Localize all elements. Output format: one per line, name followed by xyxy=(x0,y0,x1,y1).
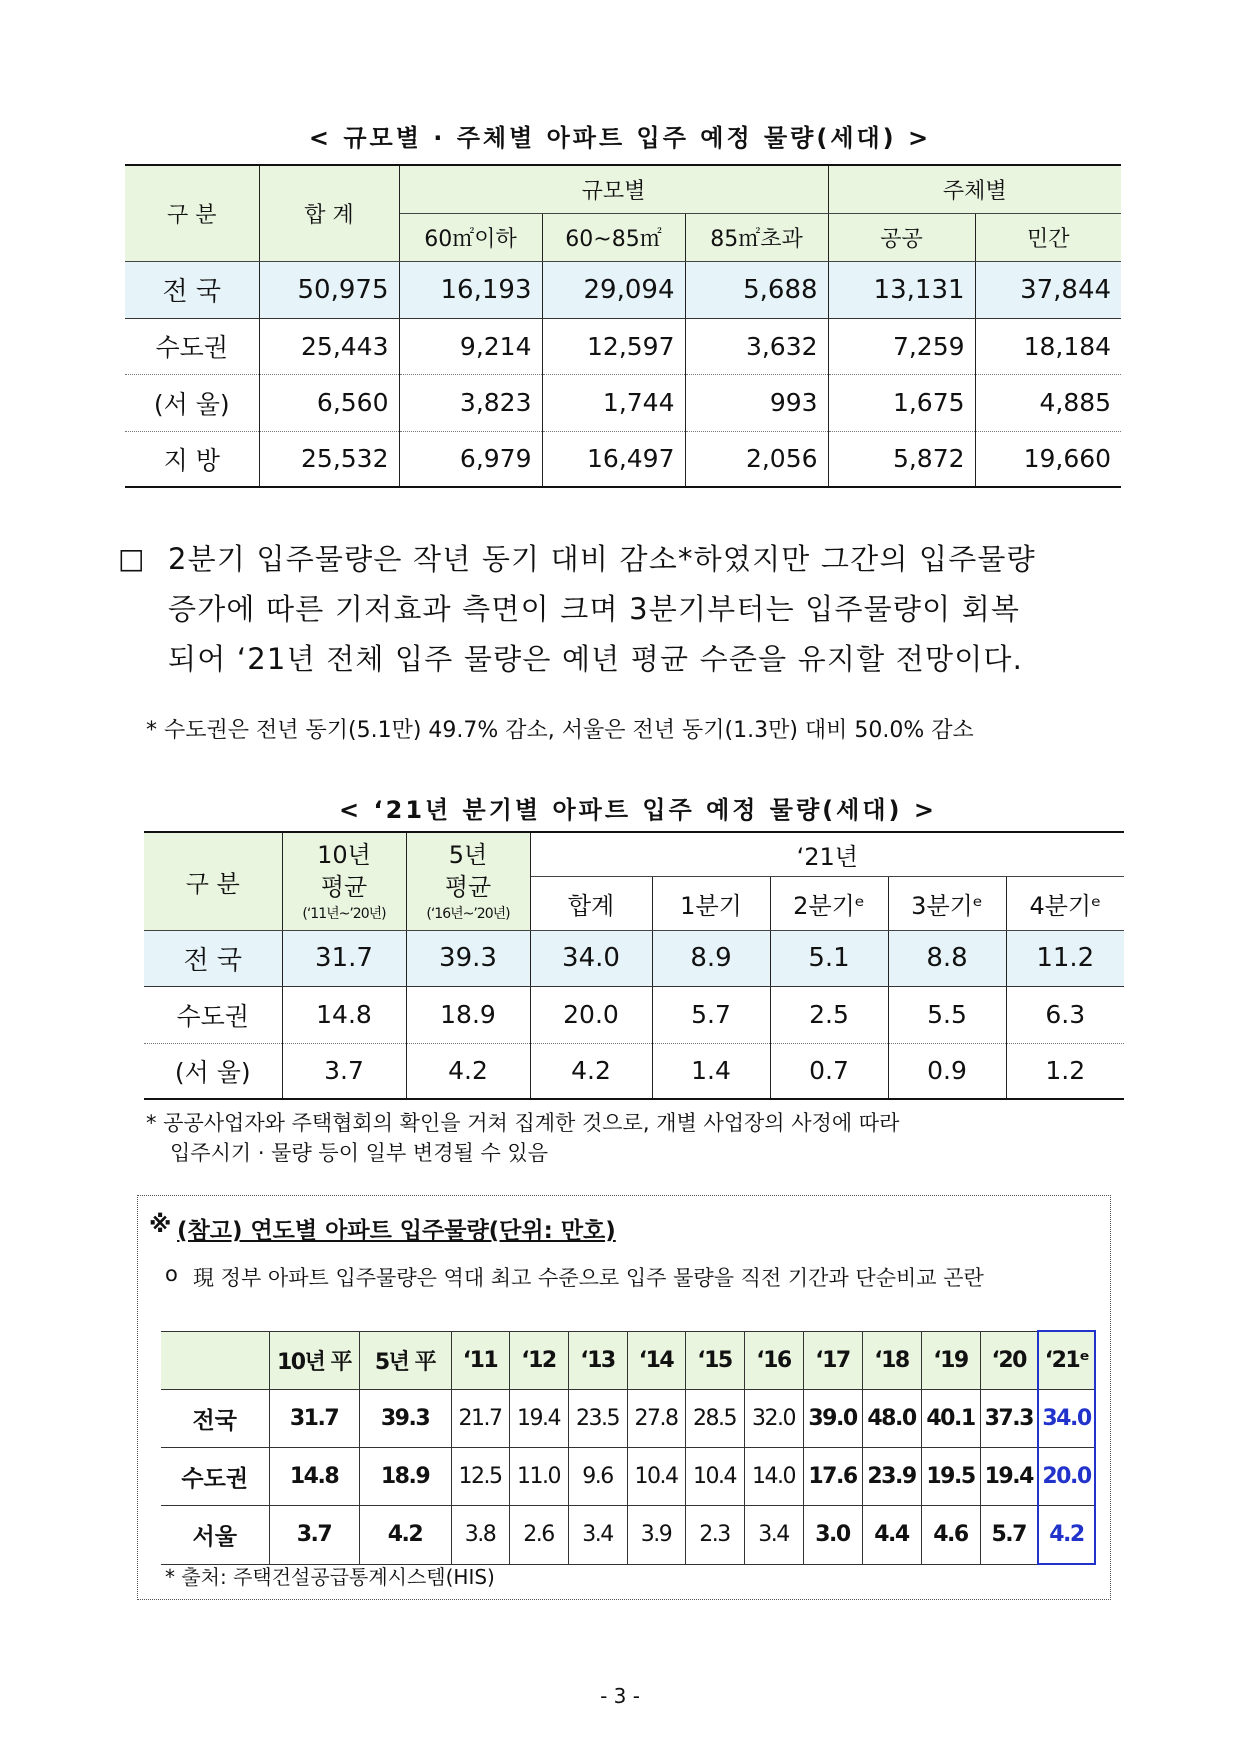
cell: 5.7 xyxy=(652,986,770,1043)
cell: 4.2 xyxy=(1038,1506,1095,1565)
cell: 5.5 xyxy=(888,986,1006,1043)
header-sub: 1분기 xyxy=(652,876,770,930)
checkbox-icon: □ xyxy=(118,542,146,575)
paragraph-footnote: * 수도권은 전년 동기(5.1만) 49.7% 감소, 서울은 전년 동기(1.3만) 대비 50.0% 감소 xyxy=(146,718,974,743)
cell: 37,844 xyxy=(975,261,1121,318)
cell: 19.4 xyxy=(509,1390,568,1448)
cell: 39.3 xyxy=(406,930,530,986)
row-label: 전 국 xyxy=(125,261,259,318)
cell: 3.4 xyxy=(568,1506,627,1565)
yearly-table xyxy=(161,1330,1096,1565)
row-label: 수도권 xyxy=(144,986,282,1043)
paragraph-line: 2분기 입주물량은 작년 동기 대비 감소*하였지만 그간의 입주물량 xyxy=(168,542,1036,576)
row-label: 수도권 xyxy=(161,1448,269,1506)
cell: 39.0 xyxy=(803,1390,862,1448)
cell: 31.7 xyxy=(269,1390,359,1448)
cell: 37.3 xyxy=(980,1390,1038,1448)
cell: 6,979 xyxy=(399,431,542,487)
page-number: - 3 - xyxy=(600,1684,640,1708)
cell: 25,532 xyxy=(259,431,399,487)
cell: 3.4 xyxy=(744,1506,803,1565)
cell: 7,259 xyxy=(828,318,975,374)
cell: 11.2 xyxy=(1006,930,1124,986)
cell: 10.4 xyxy=(685,1448,744,1506)
quarterly-table xyxy=(144,831,1124,1100)
cell: 34.0 xyxy=(1038,1390,1095,1448)
cell: 6.3 xyxy=(1006,986,1124,1043)
header-cell: ‘15 xyxy=(685,1331,744,1390)
cell: 40.1 xyxy=(921,1390,980,1448)
cell: 32.0 xyxy=(744,1390,803,1448)
cell: 8.9 xyxy=(652,930,770,986)
cell: 10.4 xyxy=(627,1448,685,1506)
cell: 3.7 xyxy=(269,1506,359,1565)
cell: 18.9 xyxy=(359,1448,451,1506)
cell: 993 xyxy=(685,374,828,431)
cell: 4.2 xyxy=(530,1043,652,1099)
reference-title: (참고) 연도별 아파트 입주물량(단위: 만호) xyxy=(177,1218,616,1244)
header-scale: 규모별 xyxy=(399,165,828,213)
header-cell: 10년 平 xyxy=(269,1331,359,1390)
reference-mark: ※ xyxy=(149,1212,172,1238)
table-row xyxy=(161,1448,1095,1506)
cell: 9.6 xyxy=(568,1448,627,1506)
table2-caption: < ‘21년 분기별 아파트 입주 예정 물량(세대) > xyxy=(339,796,937,824)
cell: 19.5 xyxy=(921,1448,980,1506)
cell: 11.0 xyxy=(509,1448,568,1506)
scale-entity-table xyxy=(125,164,1121,488)
cell: 8.8 xyxy=(888,930,1006,986)
cell: 16,497 xyxy=(542,431,685,487)
row-label: 전 국 xyxy=(144,930,282,986)
row-label: (서 울) xyxy=(144,1043,282,1099)
header-sub: 60㎡이하 xyxy=(399,213,542,261)
cell: 17.6 xyxy=(803,1448,862,1506)
header-cell: ‘18 xyxy=(862,1331,921,1390)
cell: 1,675 xyxy=(828,374,975,431)
row-label: 서울 xyxy=(161,1506,269,1565)
cell: 50,975 xyxy=(259,261,399,318)
header-sub: 3분기ᵉ xyxy=(888,876,1006,930)
header-category: 구 분 xyxy=(125,165,259,261)
table-row xyxy=(161,1506,1095,1565)
cell: 2.6 xyxy=(509,1506,568,1565)
header-sub: 합계 xyxy=(530,876,652,930)
cell: 2.3 xyxy=(685,1506,744,1565)
header-cell: ‘17 xyxy=(803,1331,862,1390)
paragraph-line: 되어 ‘21년 전체 입주 물량은 예년 평균 수준을 유지할 전망이다. xyxy=(168,642,1024,676)
cell: 5.1 xyxy=(770,930,888,986)
table-row xyxy=(125,318,1121,374)
source-note: * 출처: 주택건설공급통계시스템(HIS) xyxy=(165,1565,495,1589)
cell: 14.0 xyxy=(744,1448,803,1506)
cell: 28.5 xyxy=(685,1390,744,1448)
bullet-icon: o xyxy=(165,1262,178,1286)
header-sub: 85㎡초과 xyxy=(685,213,828,261)
header-cell: ‘14 xyxy=(627,1331,685,1390)
cell: 29,094 xyxy=(542,261,685,318)
cell: 18,184 xyxy=(975,318,1121,374)
cell: 1,744 xyxy=(542,374,685,431)
header-cell: ‘11 xyxy=(451,1331,509,1390)
table-row xyxy=(144,1043,1124,1099)
cell: 3.8 xyxy=(451,1506,509,1565)
cell: 1.2 xyxy=(1006,1043,1124,1099)
row-label: 전국 xyxy=(161,1390,269,1448)
cell: 31.7 xyxy=(282,930,406,986)
table2-footnote: * 공공사업자와 주택협회의 확인을 거쳐 집계한 것으로, 개별 사업장의 사정에 따라 입주시기 · 물량 등이 일부 변경될 수 있음 xyxy=(146,1111,900,1165)
cell: 23.9 xyxy=(862,1448,921,1506)
header-cell: ‘21ᵉ xyxy=(1038,1331,1095,1390)
cell: 4.6 xyxy=(921,1506,980,1565)
header-avg10: 10년 평균 (‘11년~’20년) xyxy=(282,832,406,930)
cell: 18.9 xyxy=(406,986,530,1043)
cell: 12,597 xyxy=(542,318,685,374)
header-sub: 60~85㎡ xyxy=(542,213,685,261)
header-cell xyxy=(161,1331,269,1390)
cell: 2,056 xyxy=(685,431,828,487)
table-row xyxy=(125,431,1121,487)
cell: 4,885 xyxy=(975,374,1121,431)
table-row xyxy=(144,986,1124,1043)
cell: 5,872 xyxy=(828,431,975,487)
cell: 25,443 xyxy=(259,318,399,374)
table-row xyxy=(125,261,1121,318)
cell: 14.8 xyxy=(269,1448,359,1506)
cell: 0.7 xyxy=(770,1043,888,1099)
header-cell: ‘13 xyxy=(568,1331,627,1390)
cell: 3.7 xyxy=(282,1043,406,1099)
cell: 34.0 xyxy=(530,930,652,986)
header-year: ‘21년 xyxy=(530,832,1124,876)
cell: 3,823 xyxy=(399,374,542,431)
cell: 39.3 xyxy=(359,1390,451,1448)
header-cell: ‘16 xyxy=(744,1331,803,1390)
header-cell: ‘19 xyxy=(921,1331,980,1390)
header-category: 구 분 xyxy=(144,832,282,930)
row-label: (서 울) xyxy=(125,374,259,431)
cell: 1.4 xyxy=(652,1043,770,1099)
cell: 6,560 xyxy=(259,374,399,431)
cell: 3,632 xyxy=(685,318,828,374)
cell: 3.0 xyxy=(803,1506,862,1565)
header-cell: 5년 平 xyxy=(359,1331,451,1390)
cell: 48.0 xyxy=(862,1390,921,1448)
header-total: 합 계 xyxy=(259,165,399,261)
cell: 4.4 xyxy=(862,1506,921,1565)
paragraph-line: 증가에 따른 기저효과 측면이 크며 3분기부터는 입주물량이 회복 xyxy=(168,592,1021,626)
row-label: 수도권 xyxy=(125,318,259,374)
cell: 5,688 xyxy=(685,261,828,318)
header-sub: 2분기ᵉ xyxy=(770,876,888,930)
cell: 4.2 xyxy=(359,1506,451,1565)
cell: 16,193 xyxy=(399,261,542,318)
cell: 9,214 xyxy=(399,318,542,374)
table-row xyxy=(144,930,1124,986)
cell: 20.0 xyxy=(530,986,652,1043)
table1-caption: < 규모별 · 주체별 아파트 입주 예정 물량(세대) > xyxy=(308,124,932,152)
header-entity: 주체별 xyxy=(828,165,1121,213)
cell: 3.9 xyxy=(627,1506,685,1565)
table-header-row xyxy=(161,1331,1095,1390)
cell: 2.5 xyxy=(770,986,888,1043)
cell: 13,131 xyxy=(828,261,975,318)
cell: 5.7 xyxy=(980,1506,1038,1565)
header-sub: 4분기ᵉ xyxy=(1006,876,1124,930)
reference-bullet-text: 現 정부 아파트 입주물량은 역대 최고 수준으로 입주 물량을 직전 기간과 단순비교 곤란 xyxy=(193,1266,984,1290)
cell: 12.5 xyxy=(451,1448,509,1506)
header-sub: 민간 xyxy=(975,213,1121,261)
cell: 0.9 xyxy=(888,1043,1006,1099)
table-row xyxy=(125,374,1121,431)
header-cell: ‘12 xyxy=(509,1331,568,1390)
cell: 19.4 xyxy=(980,1448,1038,1506)
cell: 4.2 xyxy=(406,1043,530,1099)
header-cell: ‘20 xyxy=(980,1331,1038,1390)
cell: 14.8 xyxy=(282,986,406,1043)
cell: 21.7 xyxy=(451,1390,509,1448)
cell: 27.8 xyxy=(627,1390,685,1448)
cell: 23.5 xyxy=(568,1390,627,1448)
header-avg5: 5년 평균 (‘16년~’20년) xyxy=(406,832,530,930)
row-label: 지 방 xyxy=(125,431,259,487)
table-row xyxy=(161,1390,1095,1448)
cell: 19,660 xyxy=(975,431,1121,487)
header-sub: 공공 xyxy=(828,213,975,261)
cell: 20.0 xyxy=(1038,1448,1095,1506)
